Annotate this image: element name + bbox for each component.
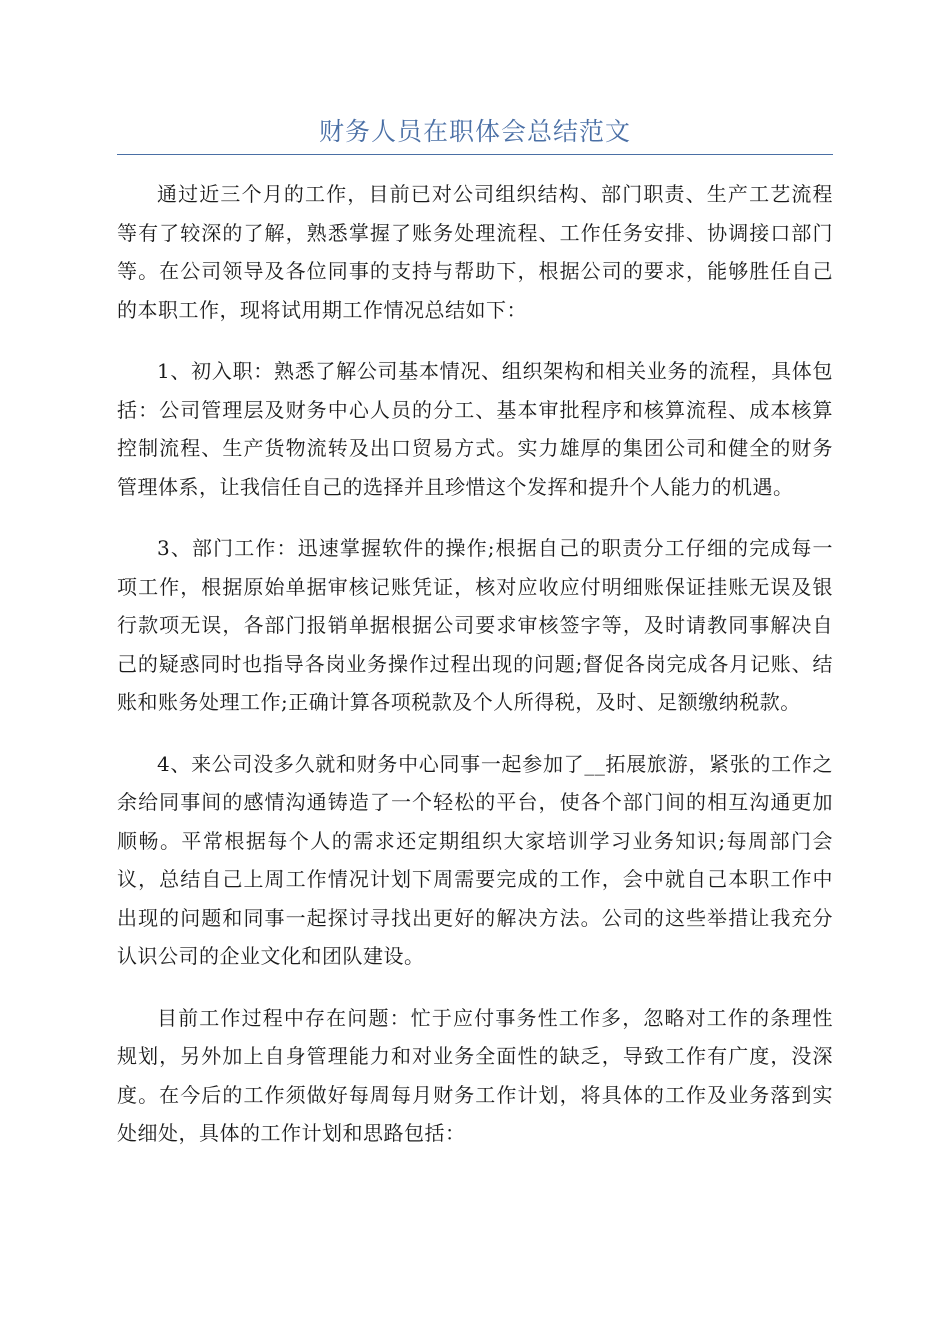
paragraph-intro: 通过近三个月的工作，目前已对公司组织结构、部门职责、生产工艺流程等有了较深的了解，熟悉掌握了账务处理流程、工作任务安排、协调接口部门等。在公司领导及各位同事的支持与帮助下，根据公司的要求，能够胜任自己的本职工作，现将试用期工作情况总结如下： <box>117 182 833 322</box>
paragraph-department-work: 3、部门工作：迅速掌握软件的操作;根据自己的职责分工仔细的完成每一项工作，根据原始单据审核记账凭证，核对应收应付明细账保证挂账无误及银行款项无误，各部门报销单据根据公司要求审核签字等，及时请教同事解决自己的疑惑同时也指导各岗业务操作过程出现的问题;督促各岗完成各月记账、结账和账务处理工作;正确计算各项税款及个人所得税，及时、足额缴纳税款。 <box>117 536 833 714</box>
document-title: 财务人员在职体会总结范文 <box>318 117 631 146</box>
title-underline <box>117 154 833 155</box>
document-body <box>117 175 833 1176</box>
paragraph-problems-plan: 目前工作过程中存在问题：忙于应付事务性工作多，忽略对工作的条理性规划，另外加上自身管理能力和对业务全面性的缺乏，导致工作有广度，没深度。在今后的工作须做好每周每月财务工作计划，将具体的工作及业务落到实处细处，具体的工作计划和思路包括： <box>117 1005 833 1145</box>
paragraph-team-activities: 4、来公司没多久就和财务中心同事一起参加了__拓展旅游，紧张的工作之余给同事间的感情沟通铸造了一个轻松的平台，使各个部门间的相互沟通更加顺畅。平常根据每个人的需求还定期组织大家培训学习业务知识;每周部门会议，总结自己上周工作情况计划下周需要完成的工作，会中就自己本职工作中出现的问题和同事一起探讨寻找出更好的解决方法。公司的这些举措让我充分认识公司的企业文化和团队建设。 <box>117 751 833 968</box>
paragraph-onboarding: 1、初入职：熟悉了解公司基本情况、组织架构和相关业务的流程，具体包括：公司管理层及财务中心人员的分工、基本审批程序和核算流程、成本核算控制流程、生产货物流转及出口贸易方式。实力雄厚的集团公司和健全的财务管理体系，让我信任自己的选择并且珍惜这个发挥和提升个人能力的机遇。 <box>117 359 833 499</box>
